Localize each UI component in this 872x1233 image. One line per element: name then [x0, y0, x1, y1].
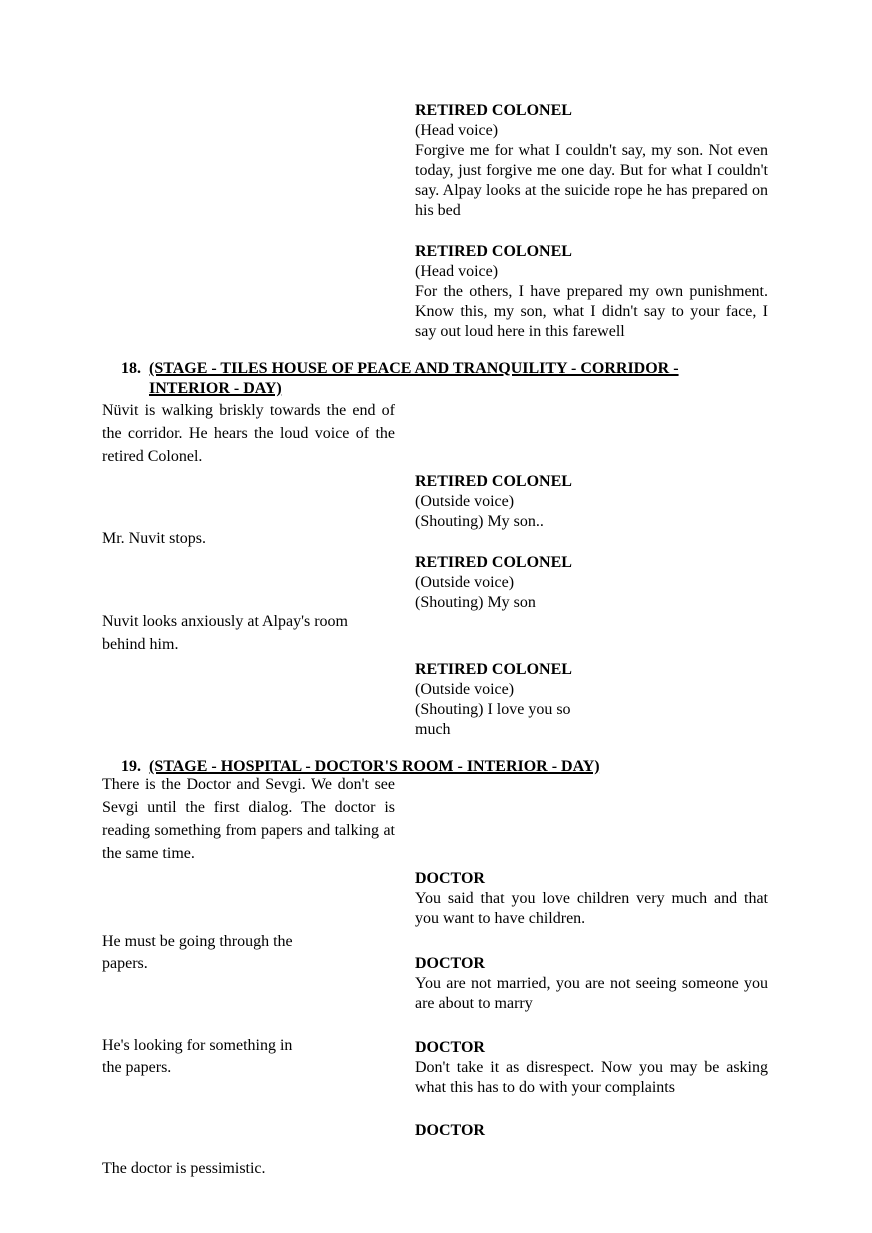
scene-number: 18. — [121, 360, 141, 377]
action-text: Nüvit is walking briskly towards the end of the corridor. He hears the loud voice of the retired Colonel. — [102, 402, 395, 465]
character-cue: RETIRED COLONEL — [415, 102, 572, 119]
parenthetical: (Outside voice) — [415, 493, 515, 510]
character-cue: RETIRED COLONEL — [415, 243, 572, 260]
dialogue-text: (Shouting) I love you so much — [415, 701, 571, 738]
dialogue-text: (Shouting) My son — [415, 594, 536, 611]
dialogue-block — [415, 472, 768, 532]
action-block — [102, 399, 395, 468]
action-text: Mr. Nuvit stops. — [102, 530, 207, 547]
scene-heading-18 — [121, 359, 749, 399]
parenthetical: (Head voice) — [415, 122, 499, 139]
action-text: The doctor is pessimistic. — [102, 1160, 266, 1177]
dialogue-block — [415, 954, 768, 1014]
scene-title: (STAGE - TILES HOUSE OF PEACE AND TRANQUILITY - CORRIDOR - INTERIOR - DAY) — [149, 360, 679, 397]
character-cue: RETIRED COLONEL — [415, 554, 572, 571]
action-block — [102, 529, 395, 549]
action-text: He must be going through the papers. — [102, 933, 293, 972]
parenthetical: (Outside voice) — [415, 574, 515, 591]
dialogue-text: You said that you love children very much and that you want to have children. — [415, 890, 768, 927]
action-block — [102, 1159, 395, 1179]
dialogue-text: (Shouting) My son.. — [415, 513, 544, 530]
dialogue-block — [415, 1121, 768, 1141]
dialogue-block — [415, 1038, 768, 1098]
dialogue-block — [415, 660, 768, 740]
dialogue-text: Forgive me for what I couldn't say, my son. Not even today, just forgive me one day. But for what I couldn't say. Alpay looks at the suicide rope he has prepared on his bed — [415, 142, 768, 219]
character-cue: RETIRED COLONEL — [415, 473, 572, 490]
action-text: There is the Doctor and Sevgi. We don't see Sevgi until the first dialog. The doctor is reading something from papers and talking at the same time. — [102, 776, 395, 862]
action-block — [102, 1035, 302, 1079]
character-cue: DOCTOR — [415, 1039, 485, 1056]
dialogue-block — [415, 101, 768, 221]
dialogue-block — [415, 553, 768, 613]
scene-title: (STAGE - HOSPITAL - DOCTOR'S ROOM - INTERIOR - DAY) — [149, 758, 600, 775]
dialogue-text: You are not married, you are not seeing someone you are about to marry — [415, 975, 768, 1012]
parenthetical: (Head voice) — [415, 263, 499, 280]
parenthetical: (Outside voice) — [415, 681, 515, 698]
action-text: He's looking for something in the papers. — [102, 1037, 293, 1076]
dialogue-block — [415, 869, 768, 929]
action-block — [102, 931, 302, 975]
action-block — [102, 773, 395, 865]
action-block — [102, 610, 395, 656]
action-text: Nuvit looks anxiously at Alpay's room behind him. — [102, 613, 348, 653]
dialogue-text: Don't take it as disrespect. Now you may be asking what this has to do with your complaints — [415, 1059, 768, 1096]
character-cue: RETIRED COLONEL — [415, 661, 572, 678]
character-cue: DOCTOR — [415, 1122, 485, 1139]
dialogue-text: For the others, I have prepared my own punishment. Know this, my son, what I didn't say to your face, I say out loud here in this farewell — [415, 283, 768, 340]
character-cue: DOCTOR — [415, 870, 485, 887]
scene-number: 19. — [121, 758, 141, 775]
character-cue: DOCTOR — [415, 955, 485, 972]
dialogue-block — [415, 242, 768, 342]
